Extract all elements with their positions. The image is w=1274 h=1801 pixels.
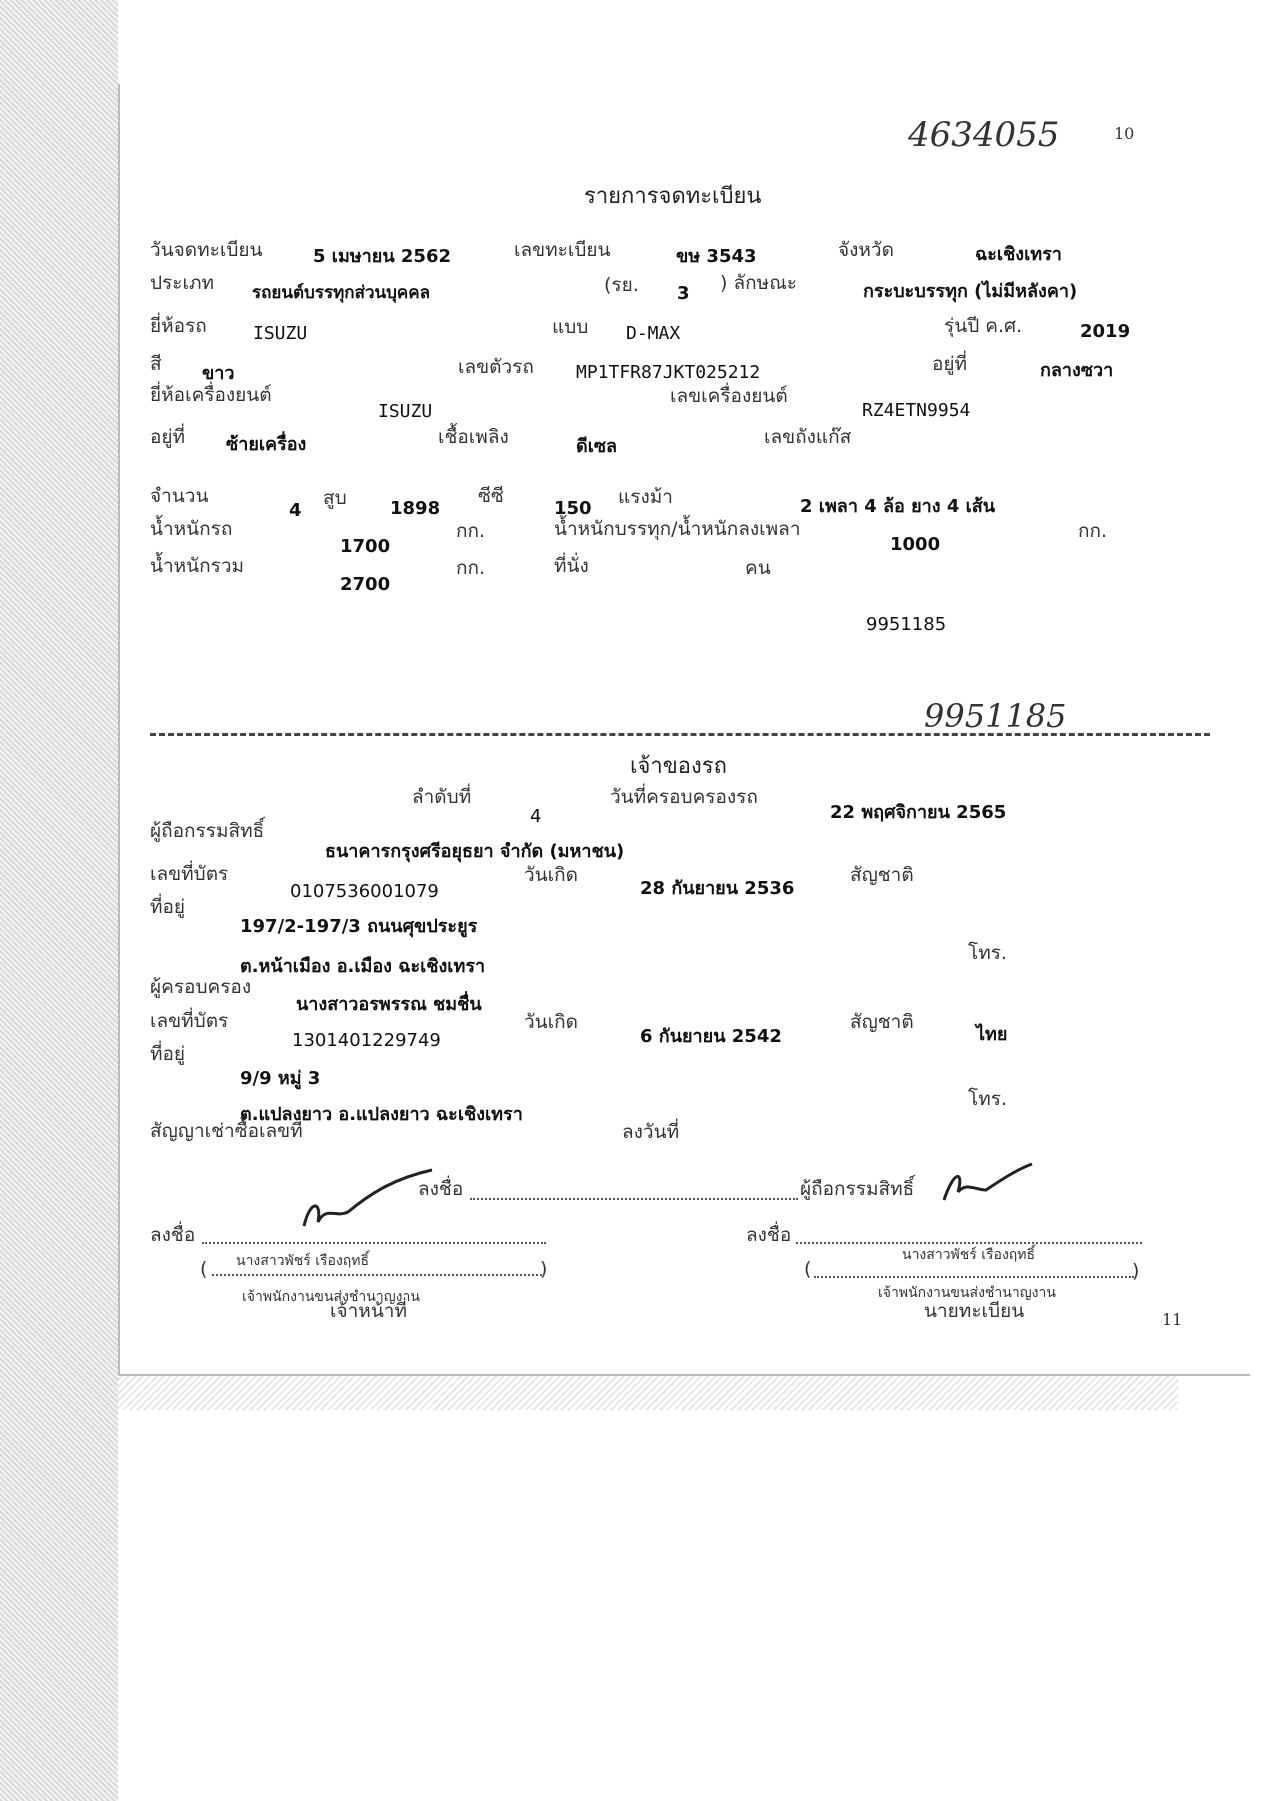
right-signer-title: นายทะเบียน xyxy=(924,1300,1025,1322)
handwritten-reference: 9951185 xyxy=(920,700,1071,732)
color-label: สี xyxy=(150,353,162,375)
registrar-signature-mark xyxy=(936,1160,1036,1210)
holder-value: ธนาคารกรุงศรีอยุธยา จำกัด (มหาชน) xyxy=(325,841,625,862)
ry-value: 3 xyxy=(677,283,690,304)
page-number-top: 10 xyxy=(1114,124,1135,143)
lease-contract-label: สัญญาเช่าซื้อเลขที่ xyxy=(150,1120,303,1142)
plate-value: ขษ 3543 xyxy=(676,246,757,267)
order-label: ลำดับที่ xyxy=(412,786,472,808)
document-title: รายการจดทะเบียน xyxy=(584,184,762,209)
year-label: รุ่นปี ค.ศ. xyxy=(944,315,1023,337)
engine-brand-value: ISUZU xyxy=(378,401,433,422)
total-weight-unit: กก. xyxy=(456,557,486,579)
holder-address-line1: 197/2-197/3 ถนนศุขประยูร xyxy=(240,916,478,937)
possessor-label: ผู้ครอบครอง xyxy=(150,976,252,998)
brand-label: ยี่ห้อรถ xyxy=(150,315,207,337)
left-sign-label: ลงชื่อ xyxy=(150,1224,196,1246)
possessor-nationality-label: สัญชาติ xyxy=(850,1011,914,1033)
possessor-dob-label: วันเกิด xyxy=(524,1011,578,1033)
hp-value: 150 xyxy=(554,498,592,519)
officer-signature-mark xyxy=(296,1166,436,1236)
cc-value: 1898 xyxy=(390,498,441,519)
possession-date-label: วันที่ครอบครองรถ xyxy=(610,786,758,808)
vin-location-label: อยู่ที่ xyxy=(932,353,968,375)
model-label: แบบ xyxy=(552,316,589,338)
holder-tel-label: โทร. xyxy=(968,942,1007,964)
axles-value: 2 เพลา 4 ล้อ ยาง 4 เส้น xyxy=(800,496,996,517)
handwritten-doc-number: 4634055 xyxy=(908,115,1060,155)
ry-open: (รย. xyxy=(604,274,639,296)
brand-value: ISUZU xyxy=(253,323,308,344)
lease-date-label: ลงวันที่ xyxy=(622,1121,680,1143)
left-sign-line xyxy=(202,1242,546,1244)
total-weight-label: น้ำหนักรวม xyxy=(150,555,245,577)
holder-nationality-label: สัญชาติ xyxy=(850,864,914,886)
possessor-value: นางสาวอรพรรณ ชมชื่น xyxy=(296,994,482,1015)
scan-edge-left xyxy=(0,0,118,1801)
fuel-label: เชื้อเพลิง xyxy=(438,426,509,448)
seat-unit: คน xyxy=(745,557,771,579)
model-value: D-MAX xyxy=(626,323,681,344)
vin-label: เลขตัวรถ xyxy=(458,356,534,378)
weight-unit: กก. xyxy=(456,520,486,542)
possessor-address-line1: 9/9 หมู่ 3 xyxy=(240,1068,321,1089)
holder-dob-label: วันเกิด xyxy=(524,864,578,886)
left-signer-stamp: เจ้าพนักงานขนส่งชำนาญงาน xyxy=(242,1289,420,1305)
reg-date-label: วันจดทะเบียน xyxy=(150,239,263,261)
char-label: ) ลักษณะ xyxy=(720,272,797,294)
load-unit: กก. xyxy=(1078,520,1108,542)
engine-no-value: RZ4ETN9954 xyxy=(862,400,971,421)
holder-sign-suffix: ผู้ถือกรรมสิทธิ์ xyxy=(800,1178,915,1200)
char-value: กระบะบรรทุก (ไม่มีหลังคา) xyxy=(863,281,1078,302)
reg-date-value: 5 เมษายน 2562 xyxy=(313,246,451,267)
load-label: น้ำหนักบรรทุก/น้ำหนักลงเพลา xyxy=(554,518,801,540)
holder-id-value: 0107536001079 xyxy=(290,881,439,902)
owner-section-title: เจ้าของรถ xyxy=(630,754,727,779)
gas-tank-label: เลขถังแก๊ส xyxy=(764,426,852,448)
holder-sign-line xyxy=(470,1198,798,1200)
holder-id-label: เลขที่บัตร xyxy=(150,863,229,885)
right-name-line xyxy=(814,1276,1134,1278)
hp-label: แรงม้า xyxy=(618,486,673,508)
weight-label: น้ำหนักรถ xyxy=(150,518,233,540)
possessor-tel-label: โทร. xyxy=(968,1088,1007,1110)
type-label: ประเภท xyxy=(150,272,215,294)
left-signer-title: เจ้าหน้าที่ xyxy=(330,1300,408,1322)
vin-value: MP1TFR87JKT025212 xyxy=(576,362,761,383)
fuel-value: ดีเซล xyxy=(576,436,618,457)
scan-edge-bottom xyxy=(118,1370,1178,1410)
possessor-id-label: เลขที่บัตร xyxy=(150,1010,229,1032)
province-label: จังหวัด xyxy=(838,239,894,261)
reference-code: 9951185 xyxy=(866,614,947,635)
engine-no-label: เลขเครื่องยนต์ xyxy=(670,385,788,407)
engine-location-label: อยู่ที่ xyxy=(150,426,186,448)
right-sign-label: ลงชื่อ xyxy=(746,1224,792,1246)
holder-address-line2: ต.หน้าเมือง อ.เมือง ฉะเชิงเทรา xyxy=(240,956,486,977)
holder-label: ผู้ถือกรรมสิทธิ์ xyxy=(150,820,265,842)
possessor-nationality-value: ไทย xyxy=(976,1024,1008,1045)
engine-location-value: ซ้ายเครื่อง xyxy=(226,434,307,455)
load-value: 1000 xyxy=(890,534,941,555)
holder-sign-label: ลงชื่อ xyxy=(418,1178,464,1200)
color-value: ขาว xyxy=(202,363,235,384)
year-value: 2019 xyxy=(1080,321,1131,342)
type-value: รถยนต์บรรทุกส่วนบุคคล xyxy=(252,283,431,303)
plate-label: เลขทะเบียน xyxy=(514,239,611,261)
possessor-address-label: ที่อยู่ xyxy=(150,1043,186,1065)
seat-label: ที่นั่ง xyxy=(554,555,589,577)
possessor-address-line2: ต.แปลงยาว อ.แปลงยาว ฉะเชิงเทรา xyxy=(240,1104,523,1125)
left-name-line xyxy=(212,1274,542,1276)
engine-brand-label: ยี่ห้อเครื่องยนต์ xyxy=(150,384,272,406)
weight-value: 1700 xyxy=(340,536,391,557)
document-sheet xyxy=(118,84,1250,1376)
possession-date-value: 22 พฤศจิกายน 2565 xyxy=(830,802,1007,823)
right-signer-stamp: เจ้าพนักงานขนส่งชำนาญงาน xyxy=(878,1285,1056,1301)
holder-address-label: ที่อยู่ xyxy=(150,896,186,918)
possessor-id-value: 1301401229749 xyxy=(292,1030,441,1051)
qty-label: จำนวน xyxy=(150,485,209,507)
cc-label: ซีซี xyxy=(478,485,504,507)
total-weight-value: 2700 xyxy=(340,574,391,595)
province-value: ฉะเชิงเทรา xyxy=(975,244,1062,265)
right-signer-name: นางสาวพัชร์ เรืองฤทธิ์ xyxy=(902,1247,1036,1263)
vin-location-value: กลางซวา xyxy=(1040,360,1114,381)
cylinders-value: 4 xyxy=(289,500,302,521)
page-number-bottom: 11 xyxy=(1162,1310,1183,1329)
right-sign-line xyxy=(796,1242,1142,1244)
possessor-dob-value: 6 กันยายน 2542 xyxy=(640,1026,782,1047)
cylinders-label: สูบ xyxy=(323,487,347,509)
left-signer-name: นางสาวพัชร์ เรืองฤทธิ์ xyxy=(236,1253,370,1269)
order-value: 4 xyxy=(530,806,542,827)
holder-dob-value: 28 กันยายน 2536 xyxy=(640,878,795,899)
